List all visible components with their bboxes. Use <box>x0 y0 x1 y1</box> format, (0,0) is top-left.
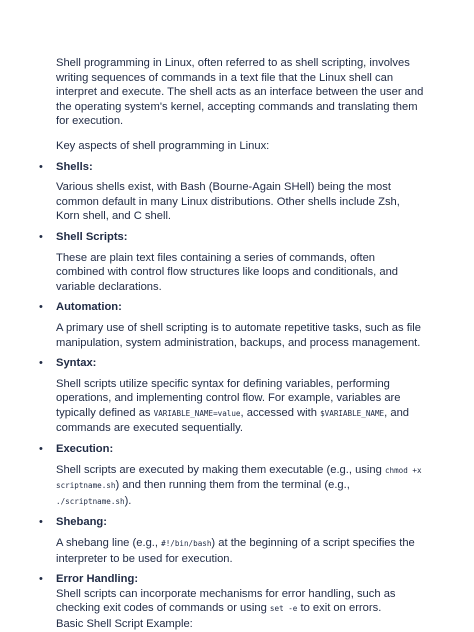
list-item-shebang <box>39 515 426 566</box>
bullet-icon: • <box>39 443 43 456</box>
item-text: Shell scripts are executed by making them executable (e.g., using chmod +x scriptname.sh) and then running them from the terminal (e.g., ./scriptname.sh). <box>56 463 422 507</box>
item-text: A shebang line (e.g., #!/bin/bash) at the beginning of a script specifies the interpreter to be used for execution. <box>56 537 415 565</box>
item-heading: Error Handling: <box>56 573 139 586</box>
key-aspects-list <box>39 160 426 632</box>
bullet-icon: • <box>39 357 43 370</box>
inline-code: VARIABLE_NAME=value <box>153 408 241 418</box>
item-heading: Shells: <box>56 160 93 173</box>
item-text: Shell scripts can incorporate mechanisms for error handling, such as checking exit codes of commands or using set -e to exit on errors. <box>56 587 396 615</box>
inline-code: $VARIABLE_NAME <box>320 408 385 418</box>
item-text: Shell scripts utilize specific syntax for defining variables, performing operations, and implementing control flow. For example, variables are typically defined as VARIABLE_NAME=value, accessed with $VARIABLE_NAME, and commands are executed sequentially. <box>56 377 410 435</box>
list-item-error-handling <box>39 572 426 631</box>
inline-code: set -e <box>269 604 298 614</box>
item-heading: Shebang: <box>56 516 107 529</box>
document-body <box>39 56 426 632</box>
example-heading: Basic Shell Script Example: <box>56 618 193 630</box>
bullet-icon: • <box>39 516 43 529</box>
inline-code: ./scriptname.sh <box>56 496 125 506</box>
list-item-automation <box>39 300 426 350</box>
item-heading: Shell Scripts: <box>56 230 128 243</box>
bullet-icon: • <box>39 160 43 173</box>
bullet-icon: • <box>39 301 43 314</box>
item-heading: Syntax: <box>56 357 97 370</box>
item-text: Various shells exist, with Bash (Bourne-Again SHell) being the most common default in many Linux distributions. Other shells include Zsh, Korn shell, and C shell. <box>56 181 400 223</box>
list-item-shell-scripts <box>39 230 426 294</box>
list-item-execution <box>39 442 426 509</box>
list-item-shells <box>39 160 426 224</box>
item-text: These are plain text files containing a series of commands, often combined with control flow structures like loops and conditionals, and variable declarations. <box>56 251 399 293</box>
intro-paragraph: Shell programming in Linux, often referred to as shell scripting, involves writing sequences of commands in a text file that the Linux shell can interpret and execute. The shell acts as an interface between the user and the operating system's kernel, accepting commands and translating them for execution. <box>56 57 424 128</box>
bullet-icon: • <box>39 573 43 586</box>
item-text: A primary use of shell scripting is to automate repetitive tasks, such as file manipulation, system administration, backups, and process management. <box>56 321 421 349</box>
bullet-icon: • <box>39 230 43 243</box>
list-item-syntax <box>39 356 426 436</box>
item-heading: Automation: <box>56 301 122 314</box>
key-aspects-lead: Key aspects of shell programming in Linux: <box>56 139 270 152</box>
inline-code: #!/bin/bash <box>161 539 212 549</box>
item-heading: Execution: <box>56 443 114 456</box>
inline-code: chmod +x scriptname.sh <box>56 465 422 491</box>
